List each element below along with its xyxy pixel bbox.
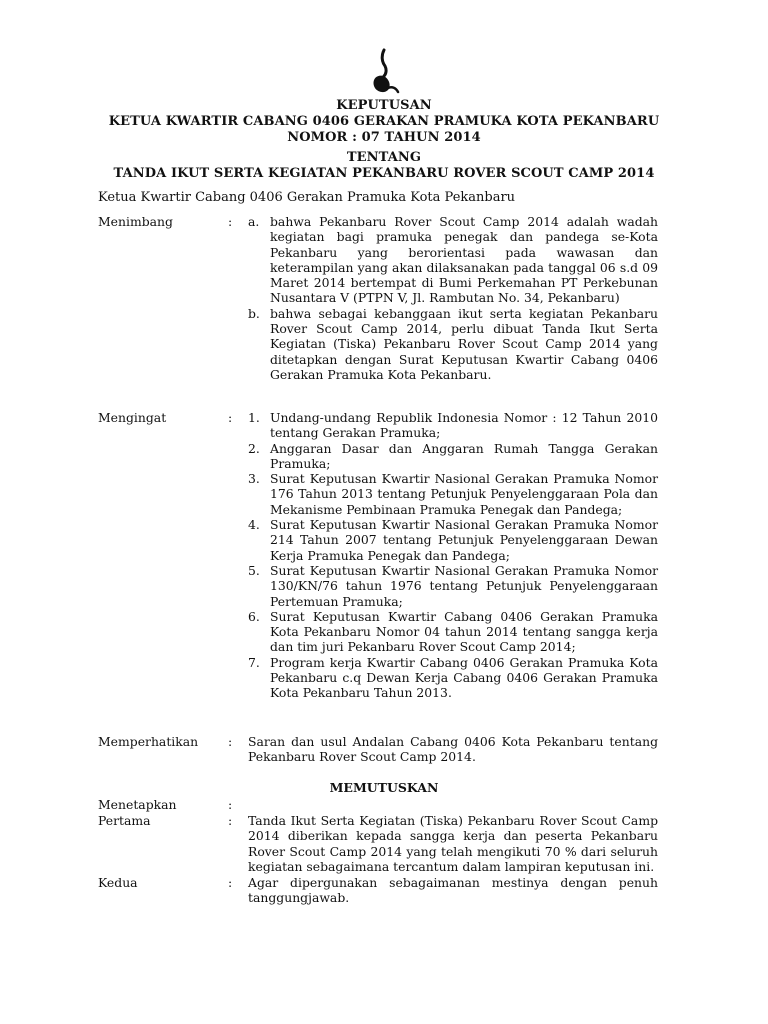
section-label: Kedua [98,875,138,890]
list-item [248,214,658,306]
list-item [248,471,658,517]
list-item [248,306,658,382]
intro-line: Ketua Kwartir Cabang 0406 Gerakan Pramuka Kota Pekanbaru [98,190,516,205]
memutuskan-title: MEMUTUSKAN [329,780,439,795]
list-item-number: 1. [248,410,260,425]
list-item-number: 7. [248,654,260,670]
list-item-text: Surat Keputusan Kwartir Cabang 0406 Gerakan Pramuka Kota Pekanbaru Nomor 04 tahun 2014 tentang sangga kerja dan tim juri Pekanbaru Rover Scout Camp 2014; [270,608,658,655]
list-item [248,441,658,472]
list-item-text: Surat Keputusan Kwartir Nasional Gerakan Pramuka Nomor 214 Tahun 2007 tentang Petunjuk Penyelenggaraan Dewan Kerja Pramuka Penegak dan Pandega; [270,517,658,563]
menimbang-list [248,214,658,382]
pramuka-emblem-icon [366,48,402,96]
list-item-text: bahwa Pekanbaru Rover Scout Camp 2014 adalah wadah kegiatan bagi pramuka penegak dan pandega se-Kota Pekanbaru yang berorientasi pada wawasan dan keterampilan yang akan dilaksanakan pada tanggal 06 s.d 09 Maret 2014 bertempat di Bumi Perkemahan PT Perkebunan Nusantara V (PTPN V, Jl. Rambutan No. 34, Pekanbaru) [270,214,658,306]
list-item [248,609,658,655]
decree-heading: KEPUTUSAN [336,98,432,113]
list-item-text: bahwa sebagai kebanggaan ikut serta kegiatan Pekanbaru Rover Scout Camp 2014, perlu dibuat Tanda Ikut Serta Kegiatan (Tiska) Pekanbaru Rover Scout Camp 2014 yang ditetapkan dengan Surat Keputusan Kwartir Cabang 0406 Gerakan Pramuka Kota Pekanbaru. [270,305,658,382]
list-item-number: 4. [248,517,260,533]
section-colon: : [228,214,233,229]
mengingat-list [248,410,658,701]
section-colon: : [228,410,233,425]
section-content: Saran dan usul Andalan Cabang 0406 Kota Pekanbaru tentang Pekanbaru Rover Scout Camp 2014. [248,734,658,765]
section-colon: : [228,875,233,890]
section-content: Tanda Ikut Serta Kegiatan (Tiska) Pekanbaru Rover Scout Camp 2014 diberikan kepada sangga kerja dan peserta Pekanbaru Rover Scout Camp 2014 yang telah mengikuti 70 % dari seluruh kegiatan sebagaimana tercantum dalam lampiran keputusan ini. [248,813,658,874]
section-colon: : [228,734,233,749]
list-item-number: 3. [248,471,260,487]
section-label: Menetapkan [98,797,177,812]
section-label: Memperhatikan [98,734,199,749]
list-item [248,655,658,701]
decree-about-label: TENTANG [346,150,422,165]
decree-subject: TANDA IKUT SERTA KEGIATAN PEKANBARU ROVER SCOUT CAMP 2014 [113,166,655,181]
list-item-number: 6. [248,608,260,624]
list-item-text: Anggaran Dasar dan Anggaran Rumah Tangga Gerakan Pramuka; [270,440,658,471]
list-item-number: b. [248,305,260,321]
list-item-text: Program kerja Kwartir Cabang 0406 Gerakan Pramuka Kota Pekanbaru c.q Dewan Kerja Cabang 0406 Gerakan Pramuka Kota Pekanbaru Tahun 2013. [270,654,658,701]
list-item-number: a. [248,214,260,229]
list-item [248,410,658,441]
list-item-text: Surat Keputusan Kwartir Nasional Gerakan Pramuka Nomor 130/KN/76 tahun 1976 tentang Petunjuk Penyelenggaraan Pertemuan Pramuka; [270,562,658,609]
list-item-text: Surat Keputusan Kwartir Nasional Gerakan Pramuka Nomor 176 Tahun 2013 tentang Petunjuk Penyelenggaraan Pola dan Mekanisme Pembinaan Pramuka Penegak dan Pandega; [270,471,658,517]
decree-number: NOMOR : 07 TAHUN 2014 [287,130,481,145]
list-item [248,517,658,563]
list-item-number: 2. [248,440,260,456]
decree-issuer: KETUA KWARTIR CABANG 0406 GERAKAN PRAMUKA KOTA PEKANBARU [108,114,660,129]
section-label: Menimbang [98,214,173,229]
section-colon: : [228,797,233,812]
list-item [248,563,658,609]
list-item-number: 5. [248,562,260,578]
section-label: Pertama [98,813,151,828]
section-content: Agar dipergunakan sebagaimanan mestinya dengan penuh tanggungjawab. [248,875,658,906]
section-colon: : [228,813,233,828]
list-item-text: Undang-undang Republik Indonesia Nomor : 12 Tahun 2010 tentang Gerakan Pramuka; [270,410,658,441]
section-label: Mengingat [98,410,167,425]
